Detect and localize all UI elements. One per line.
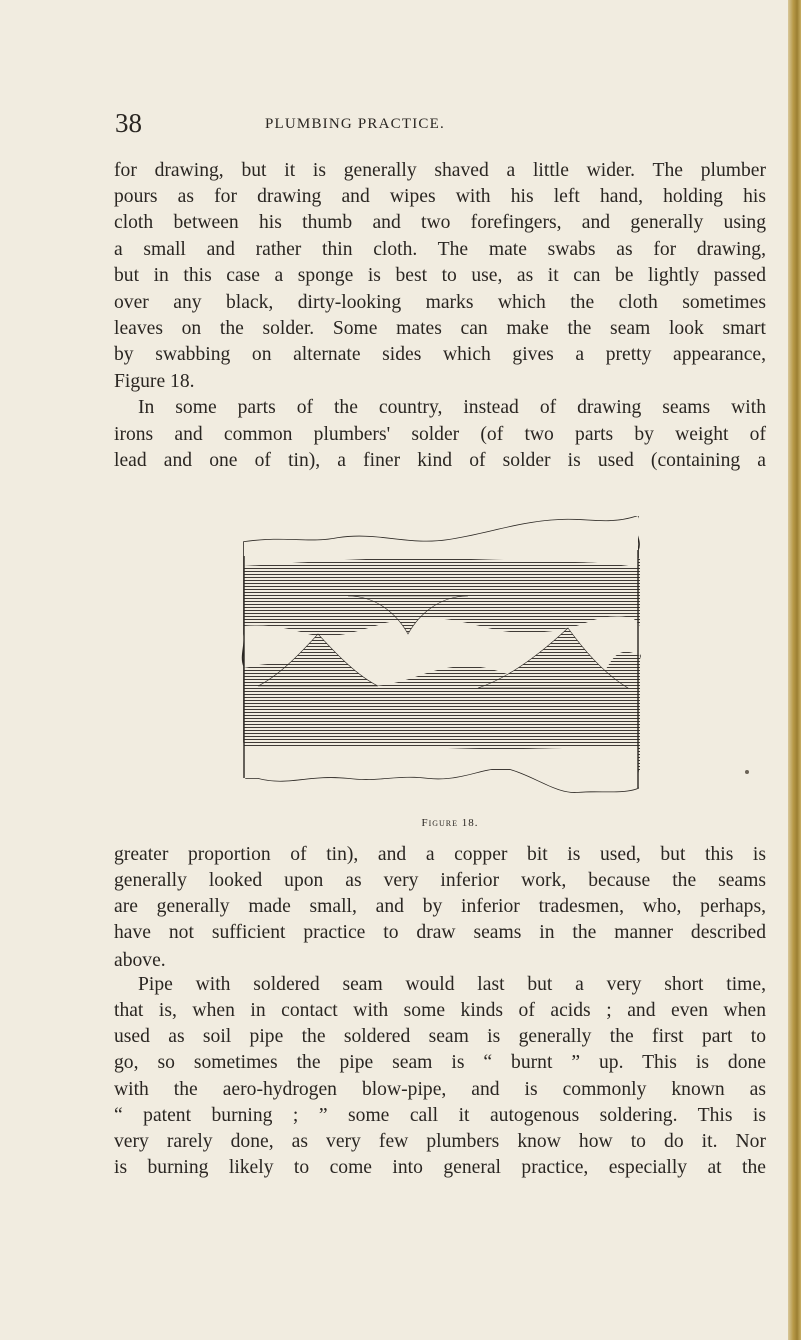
text-line: are generally made small, and by inferior tradesmen, who, perhaps, (114, 896, 766, 917)
text-line: go, so sometimes the pipe seam is “ burnt ” up. This is done (114, 1052, 766, 1073)
text-line: “ patent burning ; ” some call it autogenous soldering. This is (114, 1105, 766, 1126)
figure-caption: Figure 18. (421, 817, 479, 829)
text-line: cloth between his thumb and two forefingers, and generally using (114, 212, 766, 233)
ink-speck (745, 770, 749, 774)
text-line: Pipe with soldered seam would last but a very short time, (138, 974, 766, 995)
solder-seam-illustration (228, 516, 668, 816)
text-line: generally looked upon as very inferior work, because the seams (114, 870, 766, 891)
text-line: for drawing, but it is generally shaved a little wider. The plumber (114, 160, 766, 181)
page-header (115, 108, 765, 148)
text-line: above. (114, 950, 166, 971)
text-line: lead and one of tin), a finer kind of solder is used (containing a (114, 450, 766, 471)
text-line: irons and common plumbers' solder (of two parts by weight of (114, 424, 766, 445)
text-line: but in this case a sponge is best to use, as it can be lightly passed (114, 265, 766, 286)
page-edge (788, 0, 801, 1340)
text-line: In some parts of the country, instead of drawing seams with (138, 397, 766, 418)
text-line: that is, when in contact with some kinds of acids ; and even when (114, 1000, 766, 1021)
text-line: used as soil pipe the soldered seam is generally the first part to (114, 1026, 766, 1047)
text-line: pours as for drawing and wipes with his left hand, holding his (114, 186, 766, 207)
text-line: have not sufficient practice to draw seams in the manner described (114, 922, 766, 943)
text-line: is burning likely to come into general practice, especially at the (114, 1157, 766, 1178)
text-line: by swabbing on alternate sides which gives a pretty appearance, (114, 344, 766, 365)
text-line: leaves on the solder. Some mates can make the seam look smart (114, 318, 766, 339)
text-line: a small and rather thin cloth. The mate swabs as for drawing, (114, 239, 766, 260)
text-line: with the aero-hydrogen blow-pipe, and is commonly known as (114, 1079, 766, 1100)
text-line: very rarely done, as very few plumbers know how to do it. Nor (114, 1131, 766, 1152)
running-head: PLUMBING PRACTICE. (265, 116, 445, 132)
page-number: 38 (115, 108, 142, 138)
text-line: over any black, dirty-looking marks which the cloth sometimes (114, 292, 766, 313)
text-line: Figure 18. (114, 371, 195, 392)
text-line: greater proportion of tin), and a copper bit is used, but this is (114, 844, 766, 865)
